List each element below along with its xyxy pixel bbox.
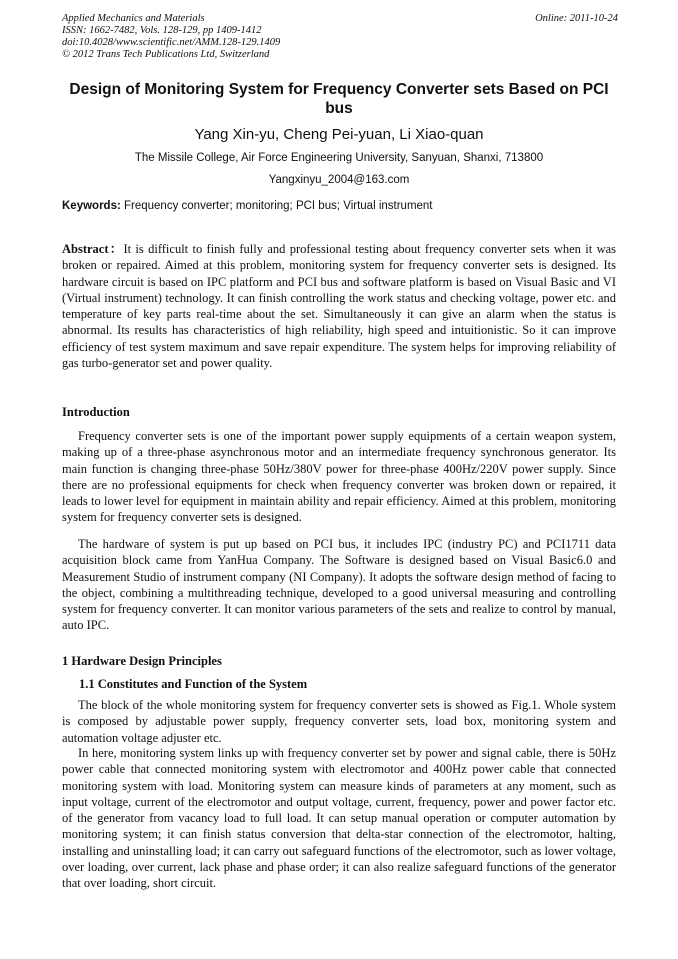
keywords-label: Keywords: (62, 200, 121, 212)
section-1-heading: 1 Hardware Design Principles (62, 654, 222, 668)
introduction-paragraph-2: The hardware of system is put up based on PCI bus, it includes IPC (industry PC) and PCI1711 data acquisition block came from YanHua Company. The Software is designed based on Visual Basic6.0 and Measurement Studio of instrument company (NI Company). It adopts the software design method of facing to the object, combining a multithreading technique, developed to a good universal measuring and controlling system for frequency converter. It can monitor various parameters of the sets and realize to control by manual, auto IPC. (62, 537, 616, 633)
section-1-1-heading: 1.1 Constitutes and Function of the System (79, 677, 308, 691)
introduction-heading: Introduction (62, 405, 130, 419)
keywords-line (62, 199, 616, 213)
abstract-text: It is difficult to finish fully and professional testing about frequency converter sets when it was broken or repaired. Aimed at this problem, monitoring system for frequency converter sets is designed. Its hardware circuit is based on IPC platform and PCI bus and software platform is based on Visual Basic and VI (Virtual instrument) technology. It can finish controlling the work status and checking voltage, power etc. and temperature of key parts real-time about the set. Simultaneously it can give an alarm when the status is abnormal. Its results has characteristics of high reliability, high speed and intuitionistic. So it can improve efficiency of test system maximum and save repair expenditure. The system helps for improving reliability of gas turbo-generator set and power quality. (62, 242, 617, 371)
issn-line: ISSN: 1662-7482, Vols. 128-129, pp 1409-1412 (62, 25, 262, 36)
copyright-line: © 2012 Trans Tech Publications Ltd, Switzerland (62, 49, 270, 60)
author-email: Yangxinyu_2004@163.com (268, 174, 410, 186)
abstract-label: Abstract： (62, 242, 124, 256)
paper-authors: Yang Xin-yu, Cheng Pei-yuan, Li Xiao-quan (194, 126, 484, 143)
keywords-text: Frequency converter; monitoring; PCI bus; Virtual instrument (124, 200, 433, 212)
paper-affiliation: The Missile College, Air Force Engineering University, Sanyuan, Shanxi, 713800 (134, 152, 544, 164)
section-1-paragraph-1: The block of the whole monitoring system for frequency converter sets is showed as Fig.1. Whole system is composed by adjustable power supply, frequency converter sets, load box, monitoring system and automation voltage adjuster etc. (62, 698, 616, 745)
doi-line: doi:10.4028/www.scientific.net/AMM.128-129.1409 (62, 37, 281, 48)
paper-title: Design of Monitoring System for Frequency Converter sets Based on PCI bus (69, 81, 609, 117)
abstract-paragraph (62, 241, 616, 371)
journal-name: Applied Mechanics and Materials (62, 13, 205, 24)
journal-header (62, 13, 618, 61)
introduction-paragraph-1: Frequency converter sets is one of the important power supply equipments of a certain weapon system, making up of a three-phase asynchronous motor and an intermediate frequency synchronous generator. Its main function is changing three-phase 50Hz/380V power for three-phase 400Hz/220V power supply. Since there are no professional equipments for check when frequency converter was broken down or repaired, it leads to lower level for equipment in maintain ability and repair efficiency. Aimed at this problem, monitoring system for frequency converter sets is designed. (62, 429, 616, 525)
online-date: Online: 2011-10-24 (535, 13, 618, 24)
section-1-paragraph-2: In here, monitoring system links up with frequency converter set by power and signal cable, there is 50Hz power cable that connected monitoring system with electromotor and 400Hz power cable that connected monitoring system with load. Monitoring system can measure kinds of parameters at any moment, such as input voltage, current of the electromotor and output voltage, current, frequency, power and power factor etc. of the generator from vacancy load to full load. It can setup manual operation or computer automation by monitoring system; it can finish status conversion that delta-star connection of the electromotor, halting, installing and uninstalling load; it can carry out safeguard functions of the electromotor, such as lower voltage, over loading, over current, lack phase and phase order; it can also realize safeguard functions of the generator that over loading, short circuit. (62, 746, 616, 891)
